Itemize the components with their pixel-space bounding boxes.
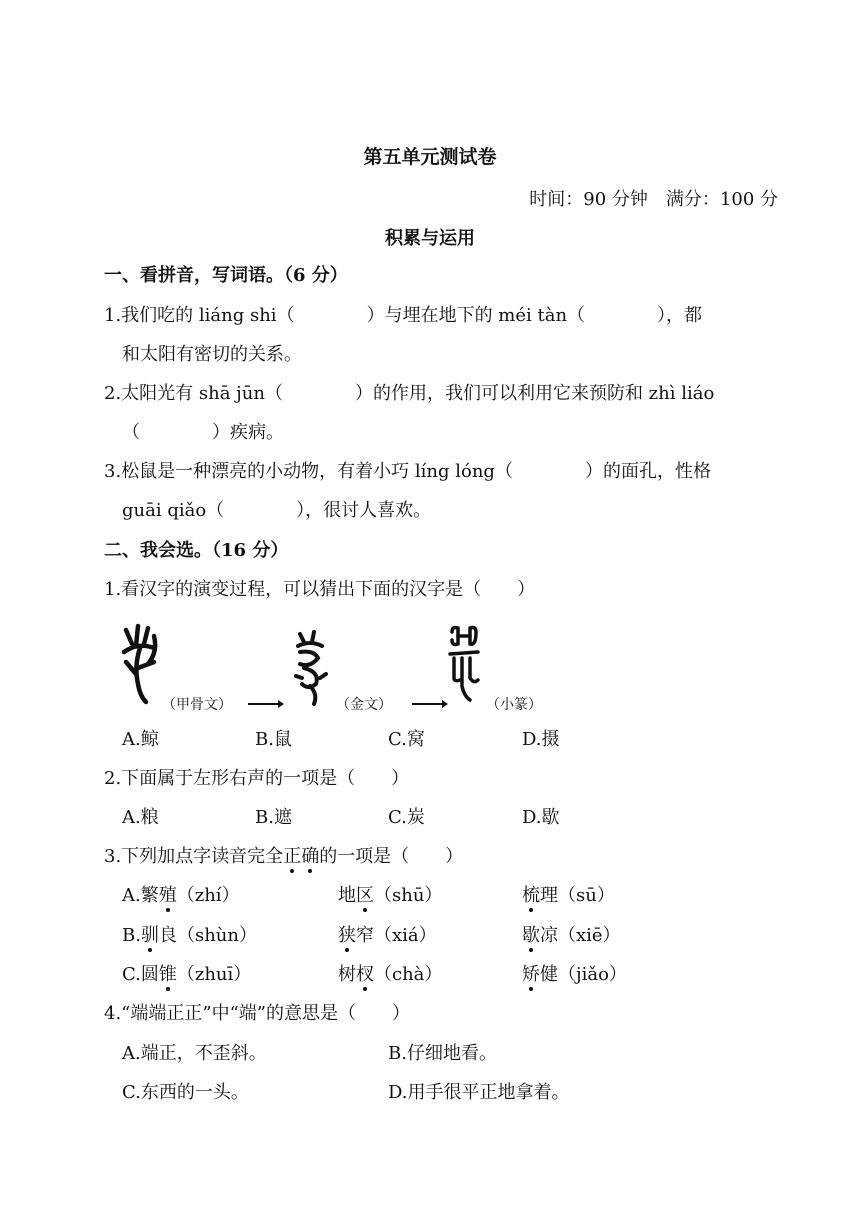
- s2-q2-option-a: A.粮: [122, 807, 159, 828]
- s2-q1-stem: 1.看汉字的演变过程，可以猜出下面的汉字是（ ）: [104, 579, 536, 600]
- arrow-1: [248, 703, 282, 705]
- section-2-heading: 二、我会选。（16 分）: [104, 540, 289, 561]
- s2-q4-option-b: B.仔细地看。: [388, 1043, 497, 1064]
- page-title: 第五单元测试卷: [363, 146, 497, 168]
- s2-q3-row-b-item-3: [522, 924, 621, 948]
- post: 凉（xiē）: [540, 925, 621, 946]
- post: （shū）: [374, 885, 443, 906]
- section-subtitle: 积累与运用: [385, 228, 475, 249]
- label-bronze: （金文）: [336, 697, 392, 713]
- dotted-char: 锥: [158, 964, 177, 985]
- s2-q2-option-b: B.遮: [255, 807, 292, 828]
- s2-q2-option-d: D.歇: [522, 807, 560, 828]
- s2-q1-option-c: C.窝: [388, 729, 425, 750]
- s2-q4-option-c: C.东西的一头。: [122, 1082, 249, 1103]
- post: 良（shùn）: [158, 925, 257, 946]
- s2-q3-stem-dot-2: 确: [301, 846, 320, 867]
- post: 健（jiǎo）: [540, 964, 627, 985]
- s2-q3-stem-dot-1: 正: [283, 846, 302, 867]
- pre: 地: [338, 885, 356, 906]
- dotted-char: 梳: [522, 885, 540, 906]
- s2-q3-row-a-item-1: [122, 884, 240, 908]
- post: （chà）: [374, 964, 443, 985]
- dotted-char: 矫: [522, 964, 540, 985]
- dotted-char: 区: [356, 885, 374, 906]
- s2-q3-row-b-item-1: [122, 924, 257, 948]
- arrow-2: [412, 703, 446, 705]
- s2-q3-stem: [104, 845, 463, 869]
- s2-q1-option-b: B.鼠: [255, 729, 292, 750]
- post: （zhí）: [176, 885, 240, 906]
- dotted-char: 歇: [522, 925, 540, 946]
- s1-q3-line1: 3.松鼠是一种漂亮的小动物，有着小巧 líng lóng（ ）的面孔，性格: [104, 461, 711, 482]
- dotted-char: 驯: [140, 925, 159, 946]
- s2-q3-stem-a: 3.下列加点字读音完全: [104, 846, 284, 867]
- s1-q2-line1: 2.太阳光有 shā jūn（ ）的作用，我们可以利用它来预防和 zhì liáo: [104, 383, 715, 404]
- pre: B.: [122, 925, 141, 946]
- s2-q4-stem: 4.“端端正正”中“端”的意思是（ ）: [104, 1003, 410, 1024]
- s1-q1-line2: 和太阳有密切的关系。: [122, 344, 302, 365]
- label-seal: （小篆）: [486, 697, 542, 713]
- dotted-char: 狭: [338, 925, 356, 946]
- s2-q3-stem-d: 的一项是（ ）: [319, 846, 464, 867]
- s2-q4-option-d: D.用手很平正地拿着。: [388, 1082, 570, 1103]
- s2-q2-option-c: C.炭: [388, 807, 425, 828]
- dotted-char: 杈: [356, 964, 374, 985]
- s2-q3-row-b-item-2: [338, 924, 437, 948]
- s2-q1-option-a: A.鲸: [122, 729, 159, 750]
- s2-q3-row-c-item-1: [122, 963, 251, 987]
- s2-q2-stem: 2.下面属于左形右声的一项是（ ）: [104, 768, 410, 789]
- dotted-char: 殖: [158, 885, 177, 906]
- pre: C.圆: [122, 964, 159, 985]
- s1-q3-line2: guāi qiǎo（ ），很讨人喜欢。: [122, 500, 432, 521]
- s2-q1-option-d: D.摄: [522, 729, 560, 750]
- pre: A.繁: [122, 885, 159, 906]
- exam-meta: 时间：90 分钟 满分：100 分: [529, 189, 778, 210]
- label-oracle: （甲骨文）: [162, 697, 232, 713]
- s2-q4-option-a: A.端正，不歪斜。: [122, 1043, 267, 1064]
- small-seal-glyph: [444, 624, 484, 704]
- s1-q1-line1: 1.我们吃的 liáng shi（ ）与埋在地下的 méi tàn（ ），都: [104, 305, 703, 326]
- section-1-heading: 一、看拼音，写词语。（6 分）: [104, 265, 348, 286]
- s2-q3-row-c-item-3: [522, 963, 627, 987]
- post: 窄（xiá）: [356, 925, 437, 946]
- s1-q2-line2: （ ）疾病。: [122, 422, 284, 443]
- bronze-glyph: [290, 628, 330, 708]
- pre: 树: [338, 964, 356, 985]
- oracle-bone-glyph: [118, 622, 166, 708]
- s2-q3-row-c-item-2: [338, 963, 442, 987]
- post: （zhuī）: [176, 964, 252, 985]
- s2-q3-row-a-item-3: [522, 884, 615, 908]
- s2-q3-row-a-item-2: [338, 884, 442, 908]
- post: 理（sū）: [540, 885, 615, 906]
